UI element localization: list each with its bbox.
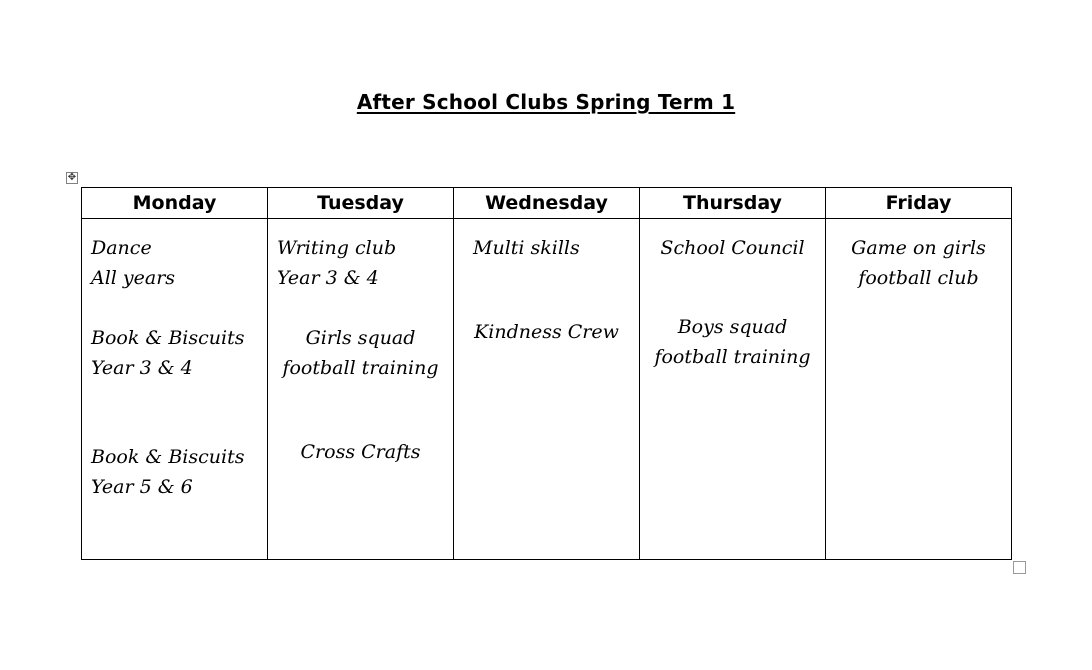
cell-wednesday [454, 219, 640, 560]
table-resize-handle[interactable] [1013, 561, 1026, 574]
clubs-table [81, 187, 1012, 560]
header-friday: Friday [826, 188, 1012, 219]
club-years: Year 3 & 4 [91, 357, 193, 379]
header-tuesday: Tuesday [268, 188, 454, 219]
header-monday: Monday [82, 188, 268, 219]
page-title: After School Clubs Spring Term 1 [356, 90, 736, 114]
club-detail: football club [858, 267, 979, 289]
club-name: Book & Biscuits [91, 327, 245, 349]
club-years: Year 3 & 4 [277, 267, 379, 289]
club-boys-squad [640, 312, 825, 372]
clubs-row [82, 219, 1012, 560]
club-girls-squad [268, 323, 453, 383]
header-thursday: Thursday [640, 188, 826, 219]
cell-thursday [640, 219, 826, 560]
club-kindness-crew [454, 317, 639, 347]
header-row [82, 188, 1012, 219]
club-cross-crafts [268, 437, 453, 467]
club-dance [91, 233, 175, 293]
club-detail: football training [282, 357, 439, 379]
club-years: Year 5 & 6 [91, 476, 193, 498]
cell-friday [826, 219, 1012, 560]
club-name: Dance [91, 237, 152, 259]
club-school-council [640, 233, 825, 263]
club-name: Boys squad [677, 316, 788, 338]
cell-tuesday [268, 219, 454, 560]
club-book-biscuits-y34 [91, 323, 244, 383]
cell-monday [82, 219, 268, 560]
club-name: Writing club [277, 237, 397, 259]
header-wednesday: Wednesday [454, 188, 640, 219]
club-name: Game on girls [851, 237, 986, 259]
club-name: Girls squad [305, 327, 416, 349]
club-name: School Council [660, 237, 805, 259]
club-game-on-girls [826, 233, 1011, 293]
table-move-handle-icon[interactable]: ✥ [67, 172, 77, 183]
club-name: Book & Biscuits [91, 446, 245, 468]
club-name: Kindness Crew [474, 321, 619, 343]
club-book-biscuits-y56 [91, 442, 244, 502]
club-name: Cross Crafts [300, 441, 421, 463]
club-years: All years [91, 267, 176, 289]
club-multi-skills [473, 233, 580, 263]
club-writing-club [277, 233, 396, 293]
club-name: Multi skills [473, 237, 580, 259]
club-detail: football training [654, 346, 811, 368]
